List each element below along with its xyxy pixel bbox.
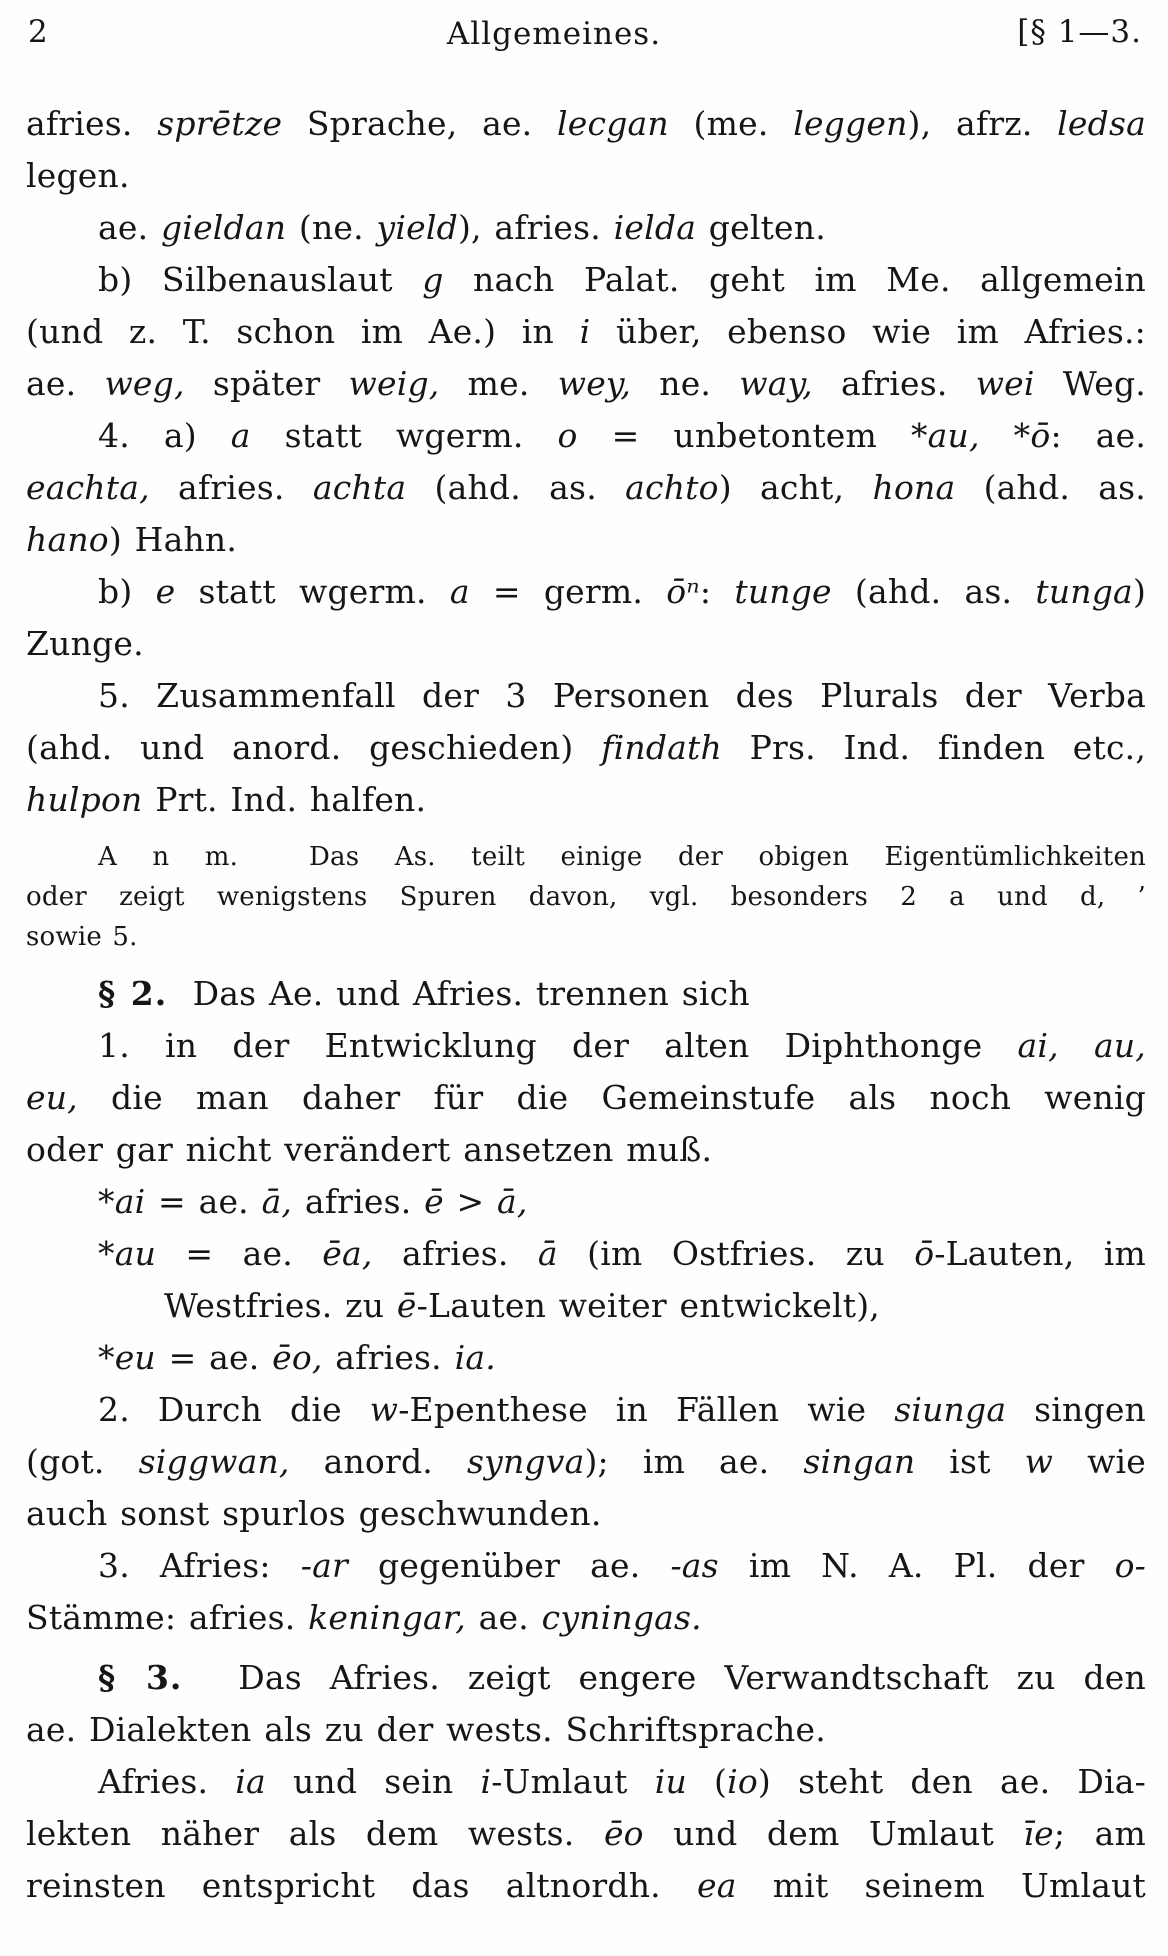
text-line [26, 1652, 1146, 1704]
text-segment: ( [686, 1762, 728, 1801]
text-segment: -Umlaut [491, 1762, 655, 1801]
text-segment: Das Ae. und Afries. trennen sich [167, 974, 750, 1013]
text-segment: achto [625, 468, 719, 507]
text-segment: ae. [98, 208, 161, 247]
text-segment: ) acht, [718, 468, 873, 507]
text-segment: ā [537, 1234, 558, 1273]
text-line [26, 306, 1146, 358]
text-segment: eachta, [26, 468, 150, 507]
text-segment: ne. [631, 364, 740, 403]
text-segment: singen [1006, 1390, 1146, 1429]
text-segment: o- [1114, 1546, 1147, 1585]
text-segment: gegenüber ae. [347, 1546, 671, 1585]
text-segment: eu [114, 1338, 156, 1377]
text-line [26, 1124, 1146, 1176]
text-segment: (ne. [286, 208, 377, 247]
text-line [26, 1072, 1146, 1124]
text-segment: ; am [1053, 1814, 1146, 1853]
text-segment: way, [739, 364, 813, 403]
text-line [26, 514, 1146, 566]
text-segment: statt wgerm. [250, 416, 558, 455]
text-segment: sowie 5. [26, 922, 138, 952]
text-segment: -Lauten weiter entwickelt), [416, 1286, 880, 1325]
text-segment: cyningas. [541, 1598, 702, 1637]
running-head [26, 14, 1142, 56]
text-segment: (und z. T. schon im Ae.) in [26, 312, 580, 351]
text-segment: wie [1053, 1442, 1147, 1481]
text-segment: lekten näher als dem wests. [26, 1814, 604, 1853]
text-segment: 4. a) [98, 416, 231, 455]
text-segment: später [184, 364, 349, 403]
text-segment: 1. in der Entwicklung der alten Diphthonge [98, 1026, 1018, 1065]
text-segment: * [98, 1234, 115, 1273]
text-segment: Das Afries. zeigt engere Verwandtschaft zu den [182, 1658, 1146, 1697]
text-segment: (got. [26, 1442, 139, 1481]
text-line [26, 670, 1146, 722]
text-segment: ielda [613, 208, 697, 247]
text-segment: ); im ae. [584, 1442, 804, 1481]
text-segment: īe [1023, 1814, 1054, 1853]
text-line [26, 968, 1146, 1020]
text-segment: eu, [26, 1078, 78, 1117]
text-segment: w [369, 1390, 399, 1429]
text-line [26, 1756, 1146, 1808]
text-line [26, 722, 1146, 774]
text-line [26, 566, 1146, 618]
text-line [26, 1020, 1146, 1072]
text-segment: me. [439, 364, 558, 403]
text-segment: -as [670, 1546, 719, 1585]
text-segment: oder zeigt wenigstens Spuren davon, vgl. besonders 2 a und d, ’ [26, 882, 1146, 912]
text-segment: und dem Umlaut [643, 1814, 1024, 1853]
text-segment: ō [1030, 416, 1051, 455]
text-segment: ist [915, 1442, 1025, 1481]
text-segment: gieldan [160, 208, 287, 247]
text-segment: ), afries. [457, 208, 614, 247]
text-line [26, 1488, 1146, 1540]
text-segment: ae. Dialekten als zu der wests. Schriftsprache. [26, 1710, 826, 1749]
text-segment: yield [376, 208, 458, 247]
text-segment: iu [654, 1762, 687, 1801]
text-segment: ia. [454, 1338, 496, 1377]
text-line [26, 358, 1146, 410]
text-segment: ōⁿ [666, 572, 700, 611]
text-segment: i [579, 312, 591, 351]
text-segment: (ahd. as. [831, 572, 1036, 611]
text-segment: weig, [348, 364, 440, 403]
text-line [26, 150, 1146, 202]
text-segment: findath [601, 728, 722, 767]
text-segment: 3. Afries: [98, 1546, 301, 1585]
text-segment: afries. [292, 1182, 425, 1221]
text-segment: ia [235, 1762, 266, 1801]
text-segment: hano [26, 520, 109, 559]
text-segment: Weg. [1034, 364, 1146, 403]
text-segment: e [155, 572, 176, 611]
text-segment: -Epenthese in Fällen wie [398, 1390, 895, 1429]
text-segment: au, [927, 416, 980, 455]
text-segment: ae. [26, 364, 105, 403]
text-segment: o [557, 416, 578, 455]
text-segment: (im Ostfries. zu [557, 1234, 915, 1273]
text-segment: ), afrz. [907, 104, 1058, 143]
text-segment: (me. [668, 104, 794, 143]
text-segment: wei [975, 364, 1035, 403]
text-segment: im N. A. Pl. der [718, 1546, 1115, 1585]
text-segment: tunge [734, 572, 832, 611]
text-segment: leggen [793, 104, 908, 143]
text-segment: ae. [465, 1598, 542, 1637]
text-segment: Prt. Ind. halfen. [142, 780, 427, 819]
text-segment: wey, [557, 364, 632, 403]
text-segment: über, ebenso wie im Afries.: [590, 312, 1147, 351]
text-segment: siunga [894, 1390, 1007, 1429]
text-line [26, 410, 1146, 462]
text-line [26, 1860, 1146, 1912]
text-segment: = germ. [469, 572, 667, 611]
text-segment: lecgan [557, 104, 669, 143]
text-segment: achta [312, 468, 407, 507]
text-line [26, 917, 1146, 957]
text-segment: -ar [300, 1546, 348, 1585]
text-segment: § 2. [98, 974, 168, 1013]
text-line [26, 1436, 1146, 1488]
text-line [26, 618, 1146, 670]
text-segment: Stämme: afries. [26, 1598, 309, 1637]
text-segment: = ae. [156, 1234, 323, 1273]
text-segment: au [114, 1234, 157, 1273]
text-line [26, 877, 1146, 917]
text-segment: -Lauten, im [934, 1234, 1147, 1273]
text-segment: § 3. [98, 1658, 183, 1697]
text-segment: afries. [26, 104, 158, 143]
text-segment: b) Silbenauslaut [98, 260, 423, 299]
text-segment: 2. Durch die [98, 1390, 370, 1429]
text-segment: siggwan, [138, 1442, 290, 1481]
text-segment: ) Hahn. [108, 520, 238, 559]
section-range: [§ 1—3. [1017, 14, 1142, 50]
text-segment: ledsa [1057, 104, 1146, 143]
text-line [26, 254, 1146, 306]
text-segment: * [98, 1338, 115, 1377]
text-segment: mit seinem Umlaut [736, 1866, 1146, 1905]
text-line [26, 837, 1146, 877]
text-segment: ēo [603, 1814, 644, 1853]
text-segment: : [699, 572, 735, 611]
text-segment: Westfries. zu [164, 1286, 397, 1325]
text-segment: ai [114, 1182, 146, 1221]
text-line [26, 1228, 1146, 1280]
text-segment: w [1024, 1442, 1054, 1481]
text-line [26, 1592, 1146, 1644]
text-segment: ē > ā, [424, 1182, 528, 1221]
text-segment: Afries. [98, 1762, 236, 1801]
text-segment: auch sonst spurlos geschwunden. [26, 1494, 602, 1533]
text-segment: und sein [265, 1762, 481, 1801]
text-segment: ā, [261, 1182, 293, 1221]
text-segment: afries. [149, 468, 313, 507]
text-segment: Sprache, ae. [282, 104, 558, 143]
text-segment: gelten. [696, 208, 826, 247]
text-segment: hona [872, 468, 956, 507]
text-line [26, 202, 1146, 254]
text-segment: = ae. [145, 1182, 262, 1221]
page-title: Allgemeines. [446, 16, 662, 52]
text-segment: nach Palat. geht im Me. allgemein [443, 260, 1147, 299]
text-segment: ) [1132, 572, 1147, 611]
text-segment: statt wgerm. [175, 572, 450, 611]
text-segment: ēa, [322, 1234, 373, 1273]
text-segment: ai, au, [1017, 1026, 1146, 1065]
text-line [26, 1704, 1146, 1756]
text-segment: afries. [322, 1338, 455, 1377]
text-segment: afries. [372, 1234, 538, 1273]
text-segment: oder gar nicht verändert ansetzen muß. [26, 1130, 713, 1169]
text-segment: : ae. [1050, 416, 1147, 455]
text-line [26, 1176, 1146, 1228]
text-line [26, 1332, 1146, 1384]
text-line [26, 1280, 1146, 1332]
text-segment: sprētze [157, 104, 283, 143]
text-segment: (ahd. und anord. geschieden) [26, 728, 602, 767]
text-segment: weg, [104, 364, 185, 403]
text-segment: Prs. Ind. finden etc., [721, 728, 1147, 767]
text-segment: b) [98, 572, 156, 611]
text-segment: a [230, 416, 251, 455]
text-line [26, 462, 1146, 514]
text-segment: anord. [289, 1442, 467, 1481]
text-segment: keningar, [308, 1598, 466, 1637]
text-segment: die man daher für die Gemeinstufe als noch wenig [77, 1078, 1146, 1117]
text-segment: ) steht den ae. Dia- [757, 1762, 1146, 1801]
text-segment: hulpon [26, 780, 143, 819]
text-segment: g [422, 260, 444, 299]
text-segment: reinsten entspricht das altnordh. [26, 1866, 697, 1905]
text-line [26, 774, 1146, 826]
text-segment: = ae. [155, 1338, 273, 1377]
page-number: 2 [28, 14, 48, 50]
text-segment: io [727, 1762, 758, 1801]
text-segment: * [98, 1182, 115, 1221]
text-segment: = unbetontem * [577, 416, 928, 455]
text-line [26, 98, 1146, 150]
text-segment: a [449, 572, 470, 611]
text-segment: tunga [1035, 572, 1133, 611]
text-segment: syngva [466, 1442, 585, 1481]
text-line [26, 1384, 1146, 1436]
text-segment: ēo, [272, 1338, 323, 1377]
text-segment: singan [803, 1442, 916, 1481]
text-segment: ea [696, 1866, 737, 1905]
text-segment: A n m. Das As. teilt einige der obigen Eigentümlichkeiten [98, 842, 1146, 872]
text-segment: Zunge. [26, 624, 144, 663]
text-segment: 5. Zusammenfall der 3 Personen des Plurals der Verba [98, 676, 1146, 715]
text-segment: ō [914, 1234, 935, 1273]
text-line [26, 1808, 1146, 1860]
page-text [26, 56, 1146, 1912]
text-line [26, 1540, 1146, 1592]
text-segment: * [979, 416, 1031, 455]
text-segment: (ahd. as. [406, 468, 626, 507]
text-segment: (ahd. as. [955, 468, 1146, 507]
text-segment: afries. [812, 364, 976, 403]
text-segment: ē [396, 1286, 417, 1325]
text-segment: legen. [26, 156, 130, 195]
text-segment: i [480, 1762, 492, 1801]
